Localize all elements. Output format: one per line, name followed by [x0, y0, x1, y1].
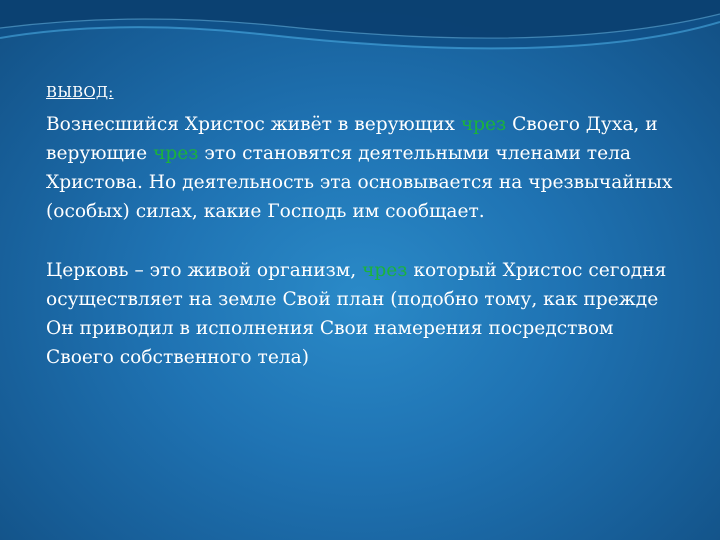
slide-heading: ВЫВОД:	[46, 83, 114, 101]
paragraph-church	[46, 256, 686, 372]
paragraph-text: Своего Духа, и верующие	[46, 114, 658, 164]
paragraph-text: Вознесшийся Христос живёт в верующих	[46, 114, 461, 135]
highlight-word: чрез	[362, 260, 408, 281]
slide-content	[46, 82, 686, 372]
paragraph-text: который Христос сегодня осуществляет на земле Свой план (подобно тому, как прежде Он приводил в исполнения Свои намерения посредством Своего собственного тела)	[46, 260, 667, 368]
highlight-word: чрез	[153, 143, 199, 164]
paragraph-conclusion	[46, 110, 686, 226]
paragraph-text: это становятся деятельными членами тела Христова. Но деятельность эта основывается на чрезвычайных (особых) силах, какие Господь им сообщает.	[46, 143, 673, 222]
highlight-word: чрез	[460, 114, 507, 135]
paragraph-text: Церковь – это живой организм,	[46, 260, 363, 281]
decorative-wave-header	[0, 0, 720, 95]
